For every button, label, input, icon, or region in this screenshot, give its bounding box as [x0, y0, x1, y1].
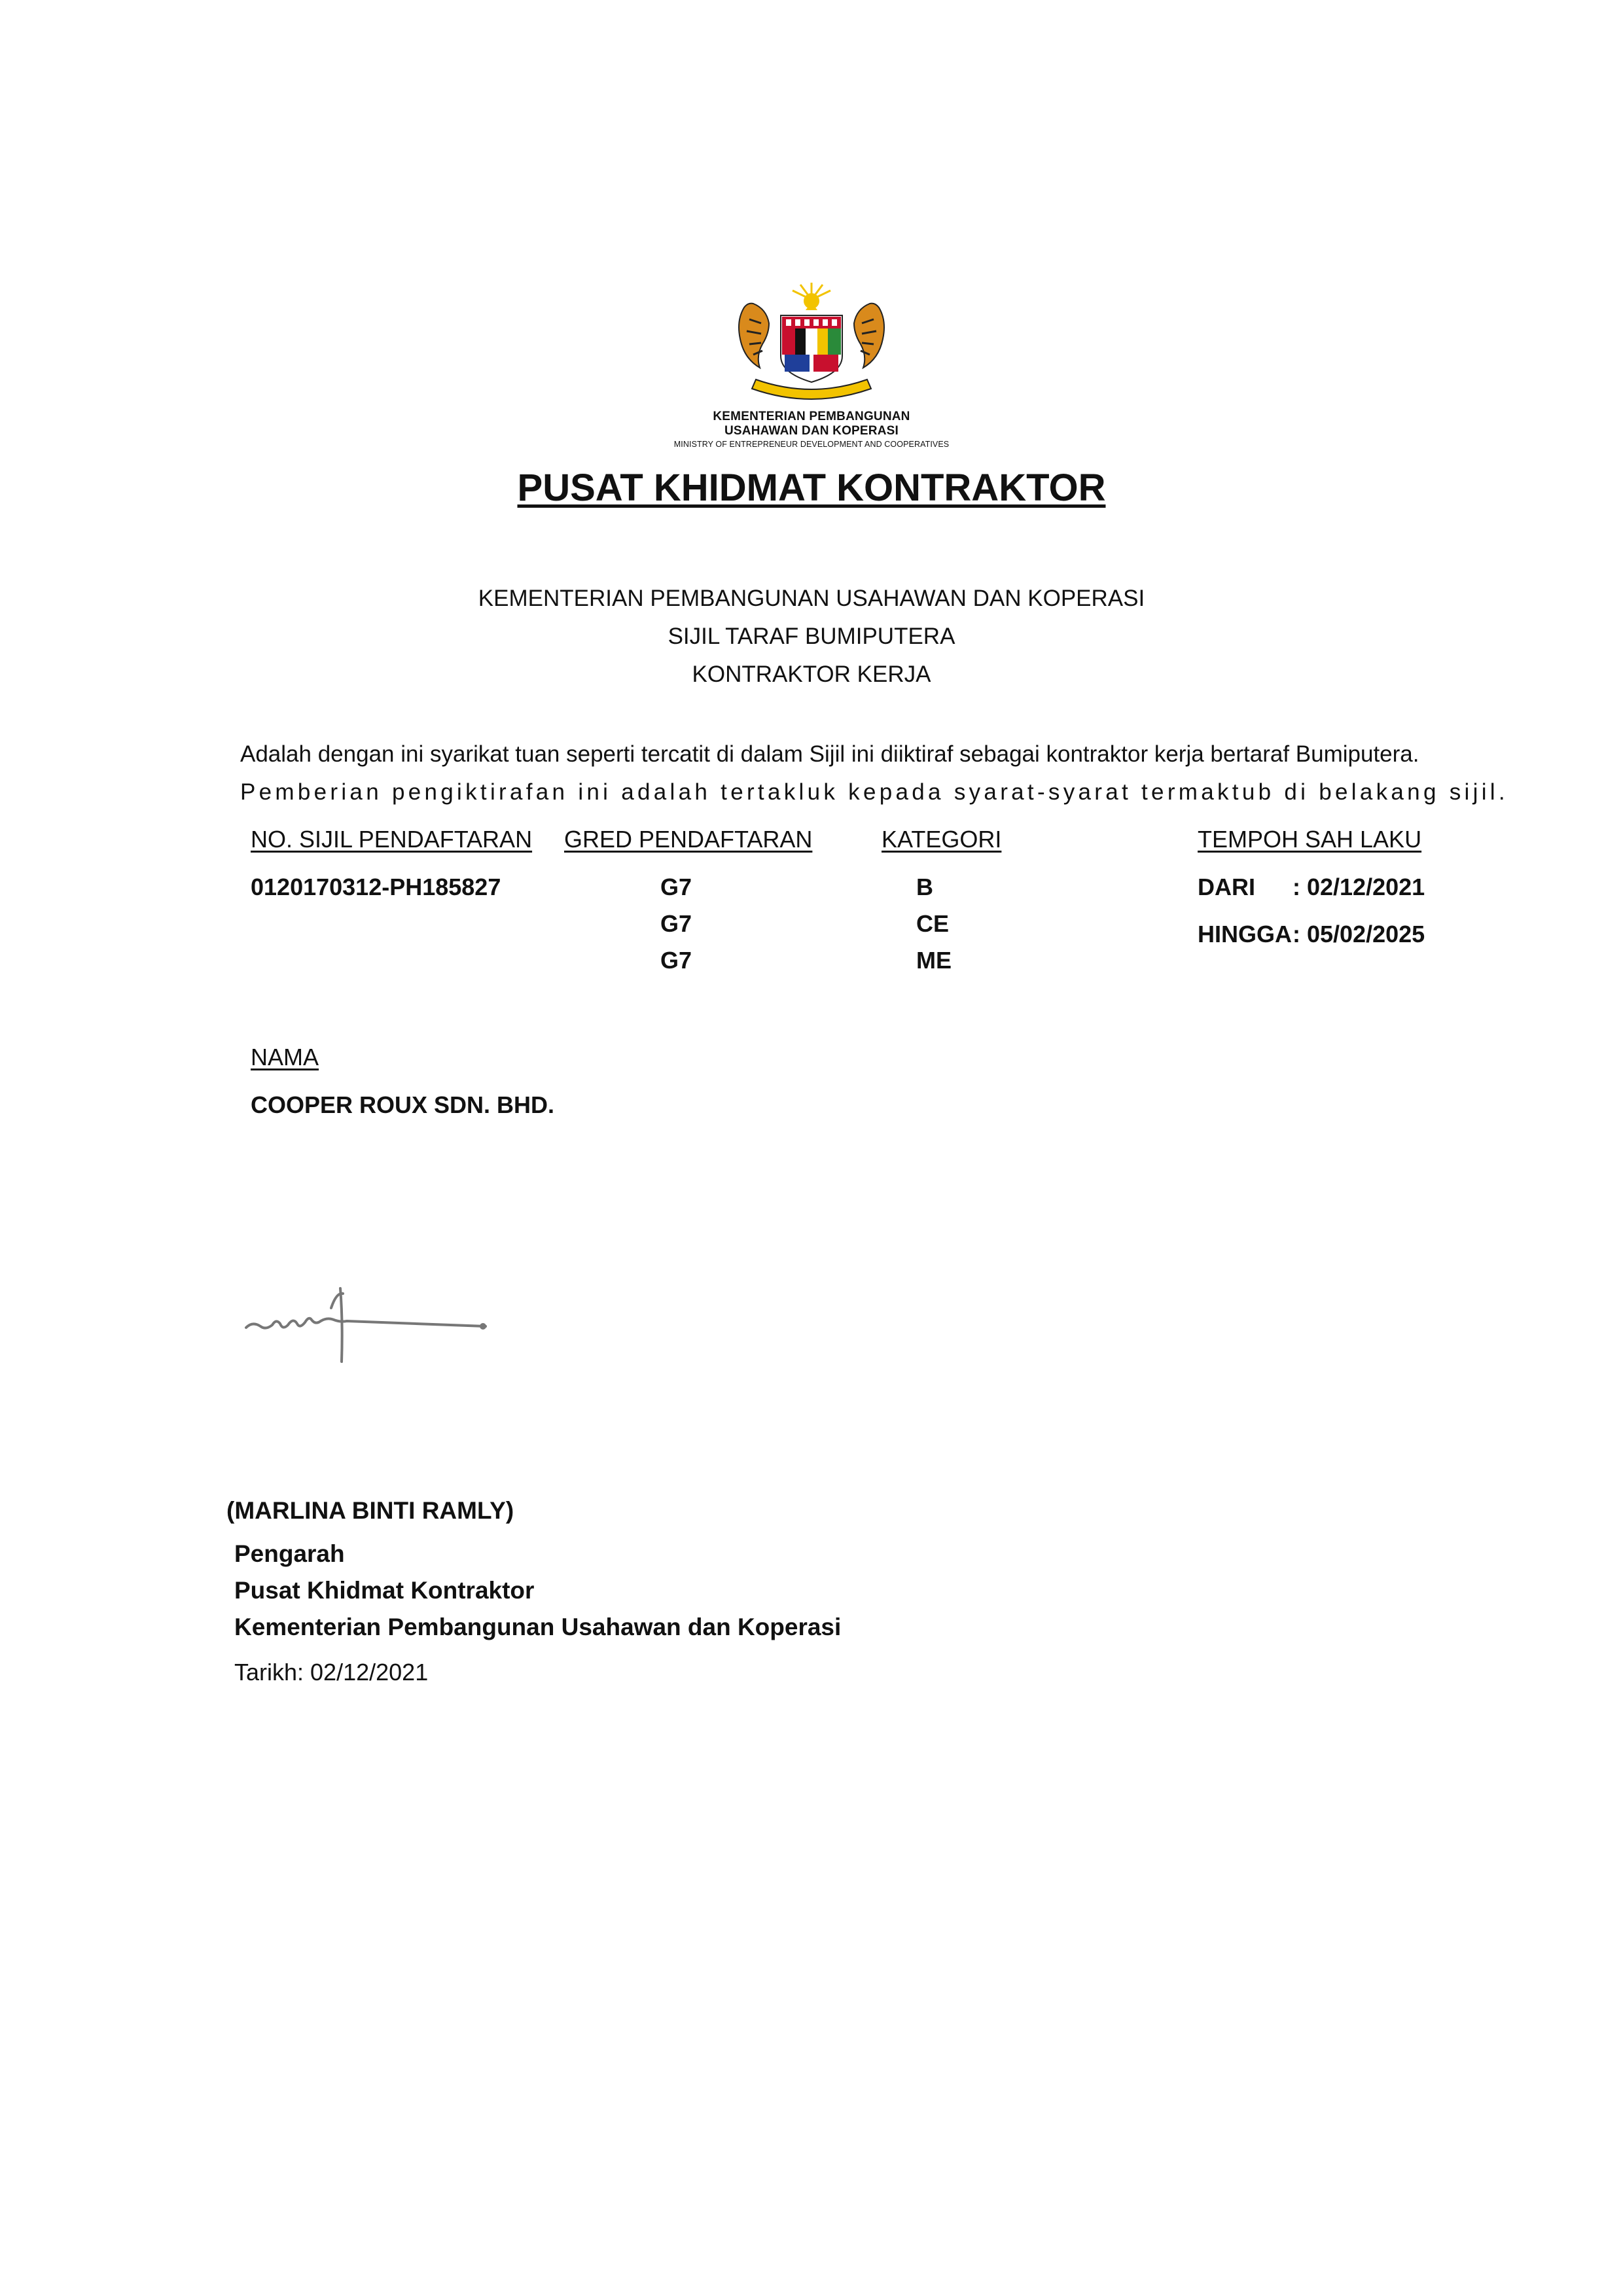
- signatory-position: Pengarah: [234, 1540, 345, 1567]
- signatory-ministry: Kementerian Pembangunan Usahawan dan Koperasi: [234, 1614, 842, 1640]
- ministry-name-line2: USAHAWAN DAN KOPERASI: [724, 424, 899, 438]
- company-name-label: NAMA: [251, 1044, 319, 1070]
- ministry-name-english: MINISTRY OF ENTREPRENEUR DEVELOPMENT AND COOPERATIVES: [673, 440, 950, 449]
- subtitle-ministry: KEMENTERIAN PEMBANGUNAN USAHAWAN DAN KOPERASI: [478, 586, 1145, 611]
- company-name: COOPER ROUX SDN. BHD.: [251, 1091, 555, 1118]
- ministry-name-line1: KEMENTERIAN PEMBANGUNAN: [713, 410, 910, 423]
- registration-number: 0120170312-PH185827: [251, 874, 501, 900]
- validity-to-value: : 05/02/2025: [1293, 921, 1425, 947]
- header-registration-number: NO. SIJIL PENDAFTARAN: [251, 826, 533, 853]
- validity-to-label: HINGGA: [1198, 921, 1292, 947]
- header-validity-period: TEMPOH SAH LAKU: [1198, 826, 1422, 853]
- body-conditions: Pemberian pengiktirafan ini adalah tertakluk kepada syarat-syarat termaktub di belakang sijil.: [240, 779, 1508, 805]
- category-value: ME: [916, 947, 952, 974]
- page-title: PUSAT KHIDMAT KONTRAKTOR: [517, 467, 1106, 509]
- signatory-department: Pusat Khidmat Kontraktor: [234, 1577, 535, 1604]
- coat-of-arms-icon: [730, 281, 893, 406]
- issue-date: Tarikh: 02/12/2021: [234, 1659, 429, 1686]
- validity-from-label: DARI: [1198, 874, 1255, 900]
- subtitle-contractor-type: KONTRAKTOR KERJA: [692, 662, 931, 687]
- grade-value: G7: [660, 947, 692, 974]
- category-value: B: [916, 874, 933, 900]
- header-registration-grade: GRED PENDAFTARAN: [564, 826, 813, 853]
- category-value: CE: [916, 910, 950, 937]
- subtitle-certificate-type: SIJIL TARAF BUMIPUTERA: [668, 624, 955, 649]
- grade-value: G7: [660, 910, 692, 937]
- signatory-name: (MARLINA BINTI RAMLY): [226, 1497, 514, 1524]
- grade-value: G7: [660, 874, 692, 900]
- header-category: KATEGORI: [882, 826, 1002, 853]
- validity-from-value: : 02/12/2021: [1293, 874, 1425, 900]
- body-statement: Adalah dengan ini syarikat tuan seperti tercatit di dalam Sijil ini diiktiraf sebagai kontraktor kerja bertaraf Bumiputera.: [240, 741, 1419, 767]
- signature-icon: [242, 1279, 497, 1371]
